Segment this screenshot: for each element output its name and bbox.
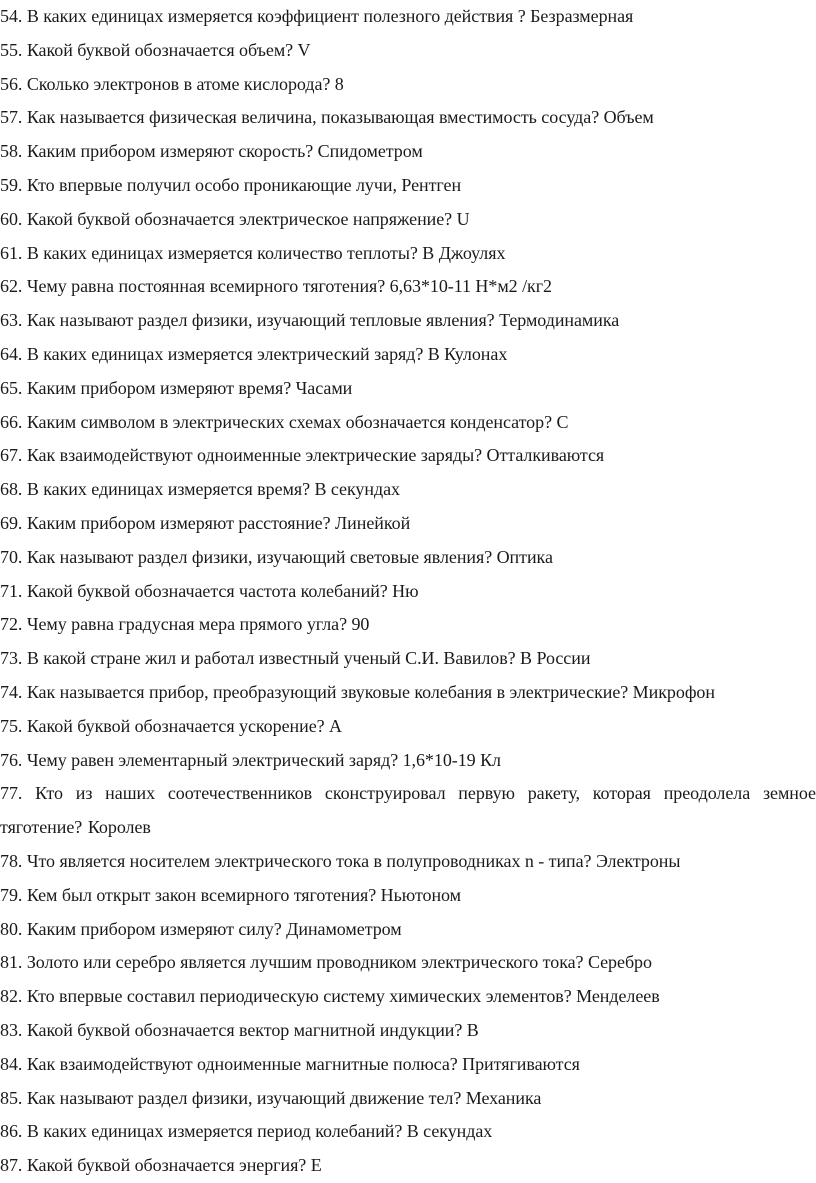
item-number: 58. <box>0 141 23 162</box>
item-number: 64. <box>0 343 23 364</box>
item-text: Чему равен элементарный электрический заряд? 1,6*10-19 Кл <box>26 749 501 770</box>
list-item <box>0 608 816 642</box>
item-text: В каких единицах измеряется период колебаний? В секундах <box>26 1121 493 1142</box>
list-item <box>0 879 816 913</box>
item-number: 75. <box>0 715 23 736</box>
item-text: Каким прибором измеряют скорость? Спидометром <box>26 141 423 162</box>
item-number: 80. <box>0 918 23 939</box>
item-text: Как называют раздел физики, изучающий тепловые явления? Термодинамика <box>26 310 620 331</box>
item-text: Как называют раздел физики, изучающий световые явления? Оптика <box>26 546 553 567</box>
list-item <box>0 575 816 609</box>
list-item <box>0 0 816 34</box>
list-item <box>0 744 816 778</box>
item-number: 85. <box>0 1087 23 1108</box>
list-item <box>0 203 816 237</box>
item-text: Чему равна постоянная всемирного тяготения? 6,63*10-11 Н*м2 /кг2 <box>26 276 552 297</box>
item-number: 71. <box>0 580 23 601</box>
item-text: В каких единицах измеряется количество теплоты? В Джоулях <box>26 242 506 263</box>
list-item <box>0 169 816 203</box>
item-text: Как взаимодействуют одноименные электрические заряды? Отталкиваются <box>26 445 605 466</box>
item-text: Как называют раздел физики, изучающий движение тел? Механика <box>26 1087 542 1108</box>
item-number: 87. <box>0 1155 23 1176</box>
item-number: 54. <box>0 6 23 26</box>
list-item <box>0 777 816 845</box>
item-text: Как называется физическая величина, показывающая вместимость сосуда? Объем <box>26 107 654 128</box>
list-item <box>0 1048 816 1082</box>
list-item <box>0 1115 816 1149</box>
item-number: 72. <box>0 614 23 635</box>
item-number: 83. <box>0 1019 23 1040</box>
item-text: Какой буквой обозначается вектор магнитной индукции? В <box>26 1019 479 1040</box>
item-text: Какой буквой обозначается ускорение? А <box>26 715 342 736</box>
item-number: 65. <box>0 377 23 398</box>
item-text: Кто впервые получил особо проникающие лучи, Рентген <box>26 174 462 195</box>
list-item <box>0 270 816 304</box>
item-number: 79. <box>0 884 23 905</box>
item-number: 62. <box>0 276 23 297</box>
item-number: 57. <box>0 107 23 128</box>
item-number: 86. <box>0 1121 23 1142</box>
item-number: 61. <box>0 242 23 263</box>
item-number: 63. <box>0 310 23 331</box>
item-text: Каким прибором измеряют расстояние? Линейкой <box>26 512 411 533</box>
list-item <box>0 710 816 744</box>
list-item <box>0 372 816 406</box>
item-number: 77. <box>0 783 23 804</box>
item-text: Кем был открыт закон всемирного тяготения? Ньютоном <box>26 884 462 905</box>
list-item <box>0 913 816 947</box>
list-item <box>0 1149 816 1183</box>
list-item <box>0 406 816 440</box>
item-text: В каких единицах измеряется время? В секундах <box>26 479 400 500</box>
item-text: Какой буквой обозначается объем? V <box>26 39 311 60</box>
item-number: 81. <box>0 952 23 973</box>
item-number: 56. <box>0 73 23 94</box>
item-text: Каким прибором измеряют силу? Динамометром <box>26 918 402 939</box>
item-number: 73. <box>0 648 23 669</box>
item-text: Чему равна градусная мера прямого угла? 90 <box>26 614 370 635</box>
item-number: 76. <box>0 749 23 770</box>
item-text: В каких единицах измеряется электрический заряд? В Кулонах <box>26 343 508 364</box>
list-item <box>0 68 816 102</box>
list-item <box>0 34 816 68</box>
list-item <box>0 507 816 541</box>
item-number: 68. <box>0 479 23 500</box>
item-number: 59. <box>0 174 23 195</box>
list-item <box>0 237 816 271</box>
item-text: Каким прибором измеряют время? Часами <box>26 377 353 398</box>
list-item <box>0 980 816 1014</box>
item-text: Что является носителем электрического тока в полупроводниках n - типа? Электроны <box>26 850 681 871</box>
item-number: 67. <box>0 445 23 466</box>
item-text: В какой стране жил и работал известный ученый С.И. Вавилов? В России <box>26 648 591 669</box>
item-number: 70. <box>0 546 23 567</box>
list-item <box>0 946 816 980</box>
item-number: 84. <box>0 1053 23 1074</box>
item-text: Кто из наших соотечественников сконструировал первую ракету, которая преодолела земное тяготение? Королев <box>0 783 816 838</box>
list-item <box>0 676 816 710</box>
item-number: 82. <box>0 986 23 1007</box>
item-text: Сколько электронов в атоме кислорода? 8 <box>26 73 344 94</box>
item-text: Кто впервые составил периодическую систему химических элементов? Менделеев <box>26 986 660 1007</box>
item-number: 60. <box>0 208 23 229</box>
item-text: Каким символом в электрических схемах обозначается конденсатор? С <box>26 411 569 432</box>
item-text: Какой буквой обозначается частота колебаний? Ню <box>26 580 419 601</box>
list-item <box>0 338 816 372</box>
item-text: В каких единицах измеряется коэффициент полезного действия ? Безразмерная <box>26 6 634 26</box>
list-item <box>0 439 816 473</box>
item-text: Как называется прибор, преобразующий звуковые колебания в электрические? Микрофон <box>26 681 715 702</box>
item-number: 78. <box>0 850 23 871</box>
item-text: Золото или серебро является лучшим проводником электрического тока? Серебро <box>26 952 652 973</box>
item-number: 69. <box>0 512 23 533</box>
list-item <box>0 135 816 169</box>
list-item <box>0 101 816 135</box>
list-item <box>0 541 816 575</box>
item-number: 66. <box>0 411 23 432</box>
item-text: Какой буквой обозначается электрическое напряжение? U <box>26 208 470 229</box>
item-number: 74. <box>0 681 23 702</box>
item-text: Какой буквой обозначается энергия? Е <box>26 1155 322 1176</box>
item-text: Как взаимодействуют одноименные магнитные полюса? Притягиваются <box>26 1053 580 1074</box>
list-item <box>0 473 816 507</box>
list-item <box>0 304 816 338</box>
list-item <box>0 845 816 879</box>
list-item <box>0 1014 816 1048</box>
list-item <box>0 1082 816 1116</box>
item-number: 55. <box>0 39 23 60</box>
list-item <box>0 642 816 676</box>
